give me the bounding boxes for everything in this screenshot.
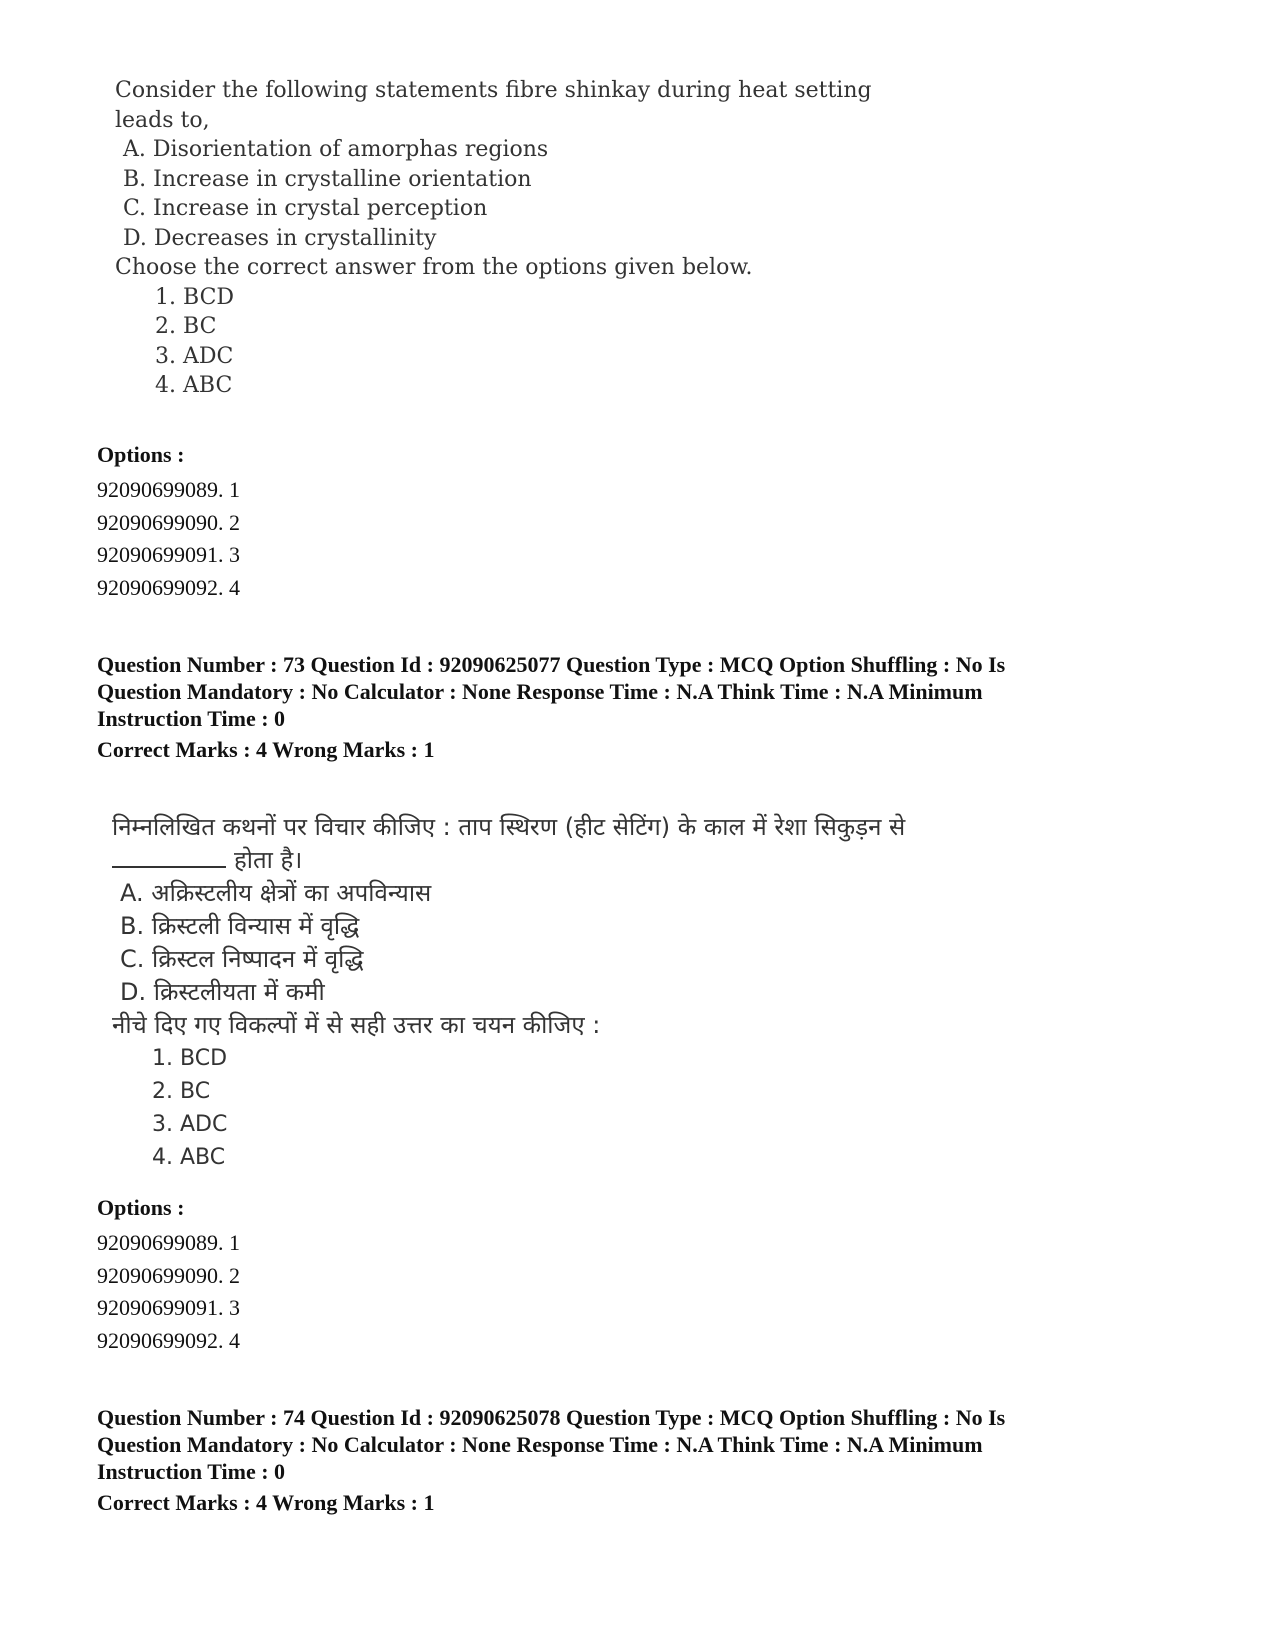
option-item: 92090699092. 4 <box>97 574 240 600</box>
choice-4: 4. ABC <box>152 1145 226 1170</box>
options-label: Options : <box>97 442 185 467</box>
statement-b: B. Increase in crystalline orientation <box>123 166 532 192</box>
options-list <box>97 474 240 604</box>
question-stem-continued: leads to, <box>115 107 210 133</box>
choice-2: 2. BC <box>155 314 217 339</box>
meta-line: Instruction Time : 0 <box>97 1459 286 1484</box>
statement-d: D. Decreases in crystallinity <box>123 225 437 251</box>
question-meta <box>97 651 1005 732</box>
meta-line: Instruction Time : 0 <box>97 706 286 731</box>
choice-3: 3. ADC <box>152 1112 228 1137</box>
question-instruction: Choose the correct answer from the options given below. <box>115 255 753 280</box>
meta-line: Question Number : 74 Question Id : 92090625078 Question Type : MCQ Option Shuffling : No Is <box>97 1405 1006 1430</box>
meta-line: Question Number : 73 Question Id : 92090625077 Question Type : MCQ Option Shuffling : No Is <box>97 652 1006 677</box>
statement-d: D. क्रिस्टलीयता में कमी <box>120 978 325 1006</box>
choice-1: 1. BCD <box>152 1046 228 1071</box>
options-label: Options : <box>97 1195 185 1220</box>
statement-c: C. क्रिस्टल निष्पादन में वृद्धि <box>120 945 364 973</box>
question-stem-continued: होता है। <box>112 844 905 877</box>
option-item: 92090699091. 3 <box>97 542 240 567</box>
statement-b: B. क्रिस्टली विन्यास में वृद्धि <box>120 912 360 940</box>
option-item: 92090699090. 2 <box>97 509 240 535</box>
question-instruction: नीचे दिए गए विकल्पों में से सही उत्तर का चयन कीजिए : <box>112 1011 601 1039</box>
question-stem: Consider the following statements fibre shinkay during heat setting <box>115 78 872 103</box>
options-list <box>97 1227 240 1357</box>
option-item: 92090699091. 3 <box>97 1295 240 1320</box>
statement-a: A. Disorientation of amorphas regions <box>123 137 549 162</box>
choice-4: 4. ABC <box>155 373 233 398</box>
option-item: 92090699089. 1 <box>97 1230 240 1255</box>
choice-1: 1. BCD <box>155 284 235 310</box>
option-item: 92090699090. 2 <box>97 1262 240 1288</box>
statement-c: C. Increase in crystal perception <box>123 196 488 221</box>
question-image-english <box>115 76 872 401</box>
choice-3: 3. ADC <box>155 343 234 369</box>
choice-2: 2. BC <box>152 1079 211 1104</box>
question-meta <box>97 1404 1005 1485</box>
question-marks: Correct Marks : 4 Wrong Marks : 1 <box>97 737 435 762</box>
question-image-hindi <box>112 811 905 1174</box>
meta-line: Question Mandatory : No Calculator : None Response Time : N.A Think Time : N.A Minimum <box>97 1432 983 1457</box>
option-item: 92090699089. 1 <box>97 477 240 502</box>
meta-line: Question Mandatory : No Calculator : None Response Time : N.A Think Time : N.A Minimum <box>97 679 983 704</box>
question-stem: निम्नलिखित कथनों पर विचार कीजिए : ताप स्थिरण (हीट सेटिंग) के काल में रेशा सिकुड़न से <box>112 813 906 841</box>
question-marks: Correct Marks : 4 Wrong Marks : 1 <box>97 1490 435 1515</box>
option-item: 92090699092. 4 <box>97 1327 240 1353</box>
statement-a: A. अक्रिस्टलीय क्षेत्रों का अपविन्यास <box>120 879 432 907</box>
answer-blank <box>112 844 226 868</box>
